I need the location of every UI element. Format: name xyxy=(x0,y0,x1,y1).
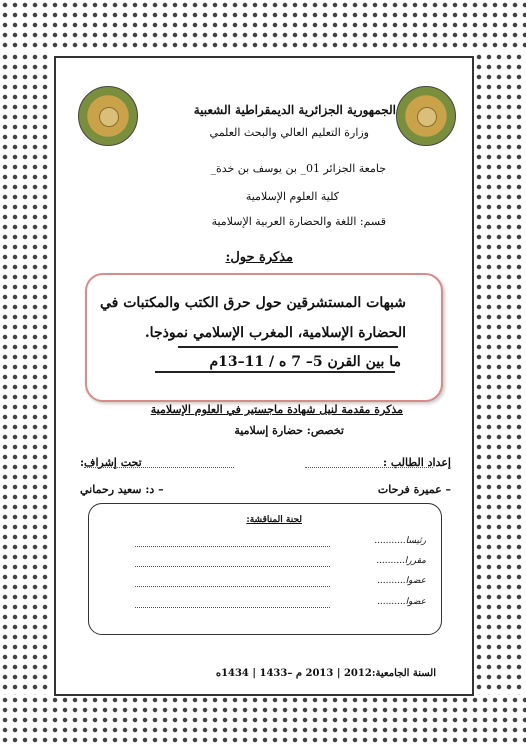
title-line-3: ما بين القرن 5– 7 ه / 11–13م xyxy=(209,354,401,370)
decorative-border-top xyxy=(0,0,526,52)
student-name: – عميرة فرحات xyxy=(377,483,451,496)
committee-row: مقررا.......... xyxy=(376,556,426,566)
header-department: قسم: اللغة والحضارة العربية الإسلامية xyxy=(211,215,386,228)
committee-row: عضوا.......... xyxy=(377,576,426,586)
decorative-border-bottom xyxy=(0,695,526,747)
divider xyxy=(135,566,330,567)
academic-year: السنة الجامعية:2012 | 2013 م –1433 | 1434ه xyxy=(215,668,436,679)
divider xyxy=(135,607,330,608)
committee-title: لجنة المناقشة: xyxy=(246,515,302,525)
header-university: جامعة الجزائر 01_ بن يوسف بن خدة_ xyxy=(210,162,386,175)
title-underline xyxy=(178,346,398,348)
header-faculty: كلية العلوم الإسلامية xyxy=(245,190,339,203)
committee-row: عضوا.......... xyxy=(377,597,426,607)
thesis-purpose: مذكرة مقدمة لنيل شهادة ماجستير في العلوم الإسلامية xyxy=(150,403,403,416)
university-seal-icon xyxy=(78,86,138,146)
preparation-label: إعداد الطالب : xyxy=(382,456,451,469)
specialty: تخصص: حضارة إسلامية xyxy=(234,424,344,437)
university-seal-icon xyxy=(396,86,456,146)
supervisor-name: – د: سعيد رحماني xyxy=(80,483,164,496)
title-line-2: الحضارة الإسلامية، المغرب الإسلامي نموذجا. xyxy=(144,325,406,341)
divider xyxy=(135,586,330,587)
header-republic: الجمهورية الجزائرية الديمقراطية الشعبية xyxy=(193,103,396,117)
supervision-label: تحت إشراف: xyxy=(80,456,142,469)
decorative-border-left xyxy=(0,52,52,695)
title-line-1: شبهات المستشرقين حول حرق الكتب والمكتبات في xyxy=(99,295,406,311)
memo-label: مذكرة حول: xyxy=(225,250,293,265)
divider xyxy=(135,546,330,547)
decorative-border-right xyxy=(474,52,526,695)
divider xyxy=(84,467,234,468)
committee-row: رئيسا........... xyxy=(374,536,426,546)
header-ministry: وزارة التعليم العالي والبحث العلمي xyxy=(209,126,369,139)
divider xyxy=(305,467,433,468)
title-underline xyxy=(155,371,395,373)
